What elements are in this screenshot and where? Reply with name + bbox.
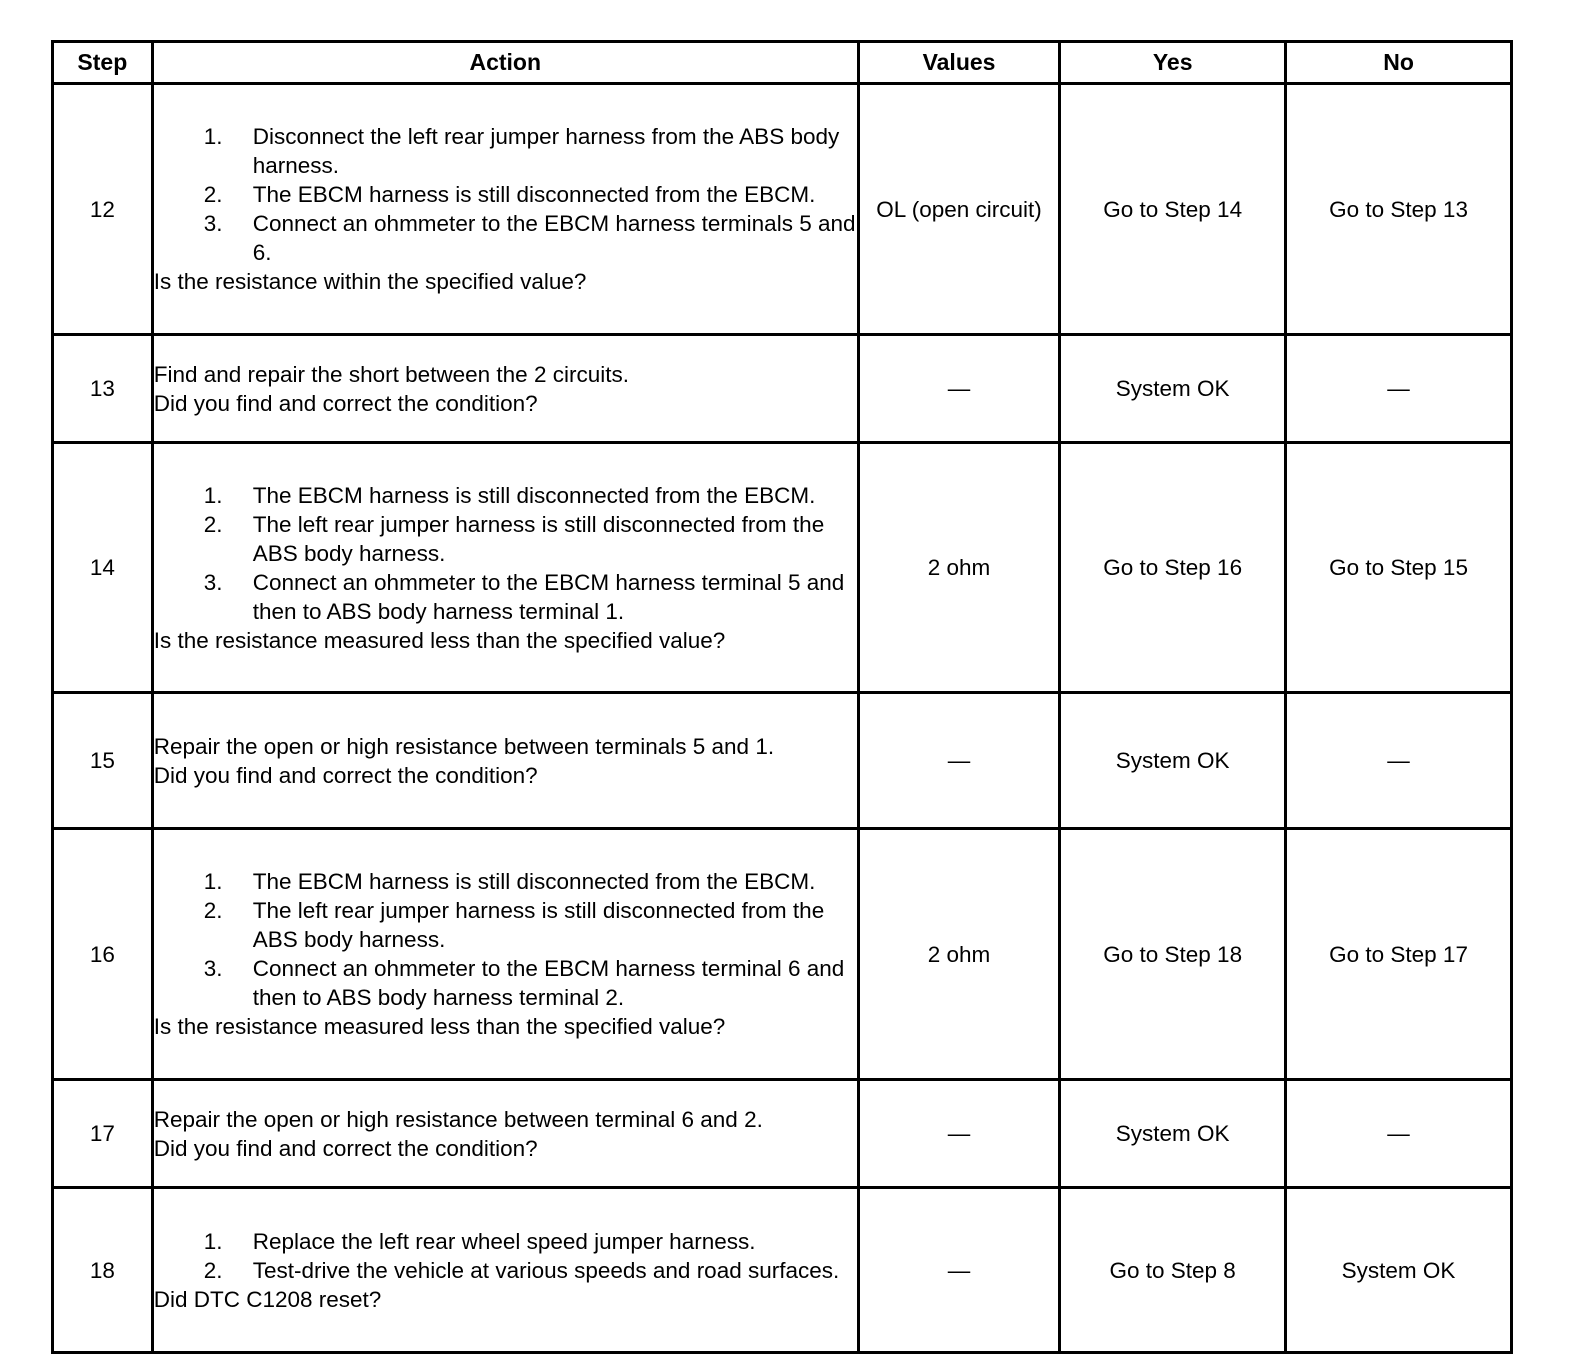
diagnostic-table (51, 40, 1513, 1354)
header-step: Step (53, 42, 153, 84)
table-row (53, 693, 1512, 829)
table-row (53, 443, 1512, 693)
action-cell (152, 693, 858, 829)
action-question: Did you find and correct the condition? (153, 1135, 538, 1161)
no-cell: — (1286, 335, 1512, 443)
step-number: 17 (53, 1080, 153, 1188)
step-number: 14 (53, 443, 153, 693)
action-cell (152, 1080, 858, 1188)
action-step: 1. Replace the left rear wheel speed jumper harness. (203, 1228, 756, 1254)
header-action: Action (152, 42, 858, 84)
action-step: 1. Disconnect the left rear jumper harness from the ABS body harness. (203, 124, 840, 178)
action-question: Did DTC C1208 reset? (153, 1286, 382, 1312)
header-row (53, 42, 1512, 84)
action-step: 2. The left rear jumper harness is still disconnected from the ABS body harness. (203, 511, 825, 566)
no-cell: — (1286, 1080, 1512, 1188)
no-cell: System OK (1286, 1188, 1512, 1353)
step-number: 16 (53, 829, 153, 1080)
header-values: Values (858, 42, 1059, 84)
action-cell (152, 84, 858, 335)
table-row (53, 84, 1512, 335)
no-cell: Go to Step 15 (1286, 443, 1512, 693)
table-row (53, 1080, 1512, 1188)
yes-cell: System OK (1060, 1080, 1286, 1188)
action-step: 1. The EBCM harness is still disconnected from the EBCM. (203, 869, 816, 894)
yes-cell: Go to Step 18 (1060, 829, 1286, 1080)
yes-cell: System OK (1060, 693, 1286, 829)
action-step: 2. Test-drive the vehicle at various speeds and road surfaces. (203, 1257, 840, 1283)
table-row (53, 1188, 1512, 1353)
step-number: 15 (53, 693, 153, 829)
action-step: 2. The EBCM harness is still disconnected from the EBCM. (203, 182, 816, 207)
action-step: 3. Connect an ohmmeter to the EBCM harness terminals 5 and 6. (203, 211, 856, 265)
action-cell (152, 1188, 858, 1353)
header-yes: Yes (1060, 42, 1286, 84)
table-row (53, 335, 1512, 443)
action-cell (152, 335, 858, 443)
yes-cell: System OK (1060, 335, 1286, 443)
value-cell: — (858, 1188, 1059, 1353)
action-step: 3. Connect an ohmmeter to the EBCM harness terminal 5 and then to ABS body harness terminal 1. (203, 569, 845, 624)
action-steps (154, 1227, 857, 1285)
value-cell: — (858, 693, 1059, 829)
step-number: 13 (53, 335, 153, 443)
action-text: Repair the open or high resistance between terminal 6 and 2. (153, 1106, 763, 1132)
action-text: Find and repair the short between the 2 circuits. (153, 361, 629, 387)
action-steps (154, 122, 857, 267)
value-cell: 2 ohm (858, 829, 1059, 1080)
table-row (53, 829, 1512, 1080)
yes-cell: Go to Step 8 (1060, 1188, 1286, 1353)
action-step: 1. The EBCM harness is still disconnected from the EBCM. (203, 482, 816, 508)
action-step: 2. The left rear jumper harness is still disconnected from the ABS body harness. (203, 898, 825, 952)
action-text: Repair the open or high resistance between terminals 5 and 1. (153, 733, 775, 759)
yes-cell: Go to Step 14 (1060, 84, 1286, 335)
no-cell: Go to Step 17 (1286, 829, 1512, 1080)
action-steps (154, 867, 857, 1012)
value-cell: OL (open circuit) (858, 84, 1059, 335)
value-cell: — (858, 1080, 1059, 1188)
header-no: No (1286, 42, 1512, 84)
action-question: Is the resistance measured less than the specified value? (153, 627, 726, 653)
no-cell: — (1286, 693, 1512, 829)
action-question: Did you find and correct the condition? (153, 762, 538, 788)
value-cell: — (858, 335, 1059, 443)
action-question: Is the resistance measured less than the specified value? (153, 1014, 726, 1039)
value-cell: 2 ohm (858, 443, 1059, 693)
step-number: 12 (53, 84, 153, 335)
step-number: 18 (53, 1188, 153, 1353)
action-cell (152, 829, 858, 1080)
action-cell (152, 443, 858, 693)
action-question: Did you find and correct the condition? (153, 390, 538, 416)
yes-cell: Go to Step 16 (1060, 443, 1286, 693)
no-cell: Go to Step 13 (1286, 84, 1512, 335)
action-question: Is the resistance within the specified value? (153, 269, 587, 294)
action-step: 3. Connect an ohmmeter to the EBCM harness terminal 6 and then to ABS body harness terminal 2. (203, 956, 845, 1010)
action-steps (154, 481, 857, 626)
